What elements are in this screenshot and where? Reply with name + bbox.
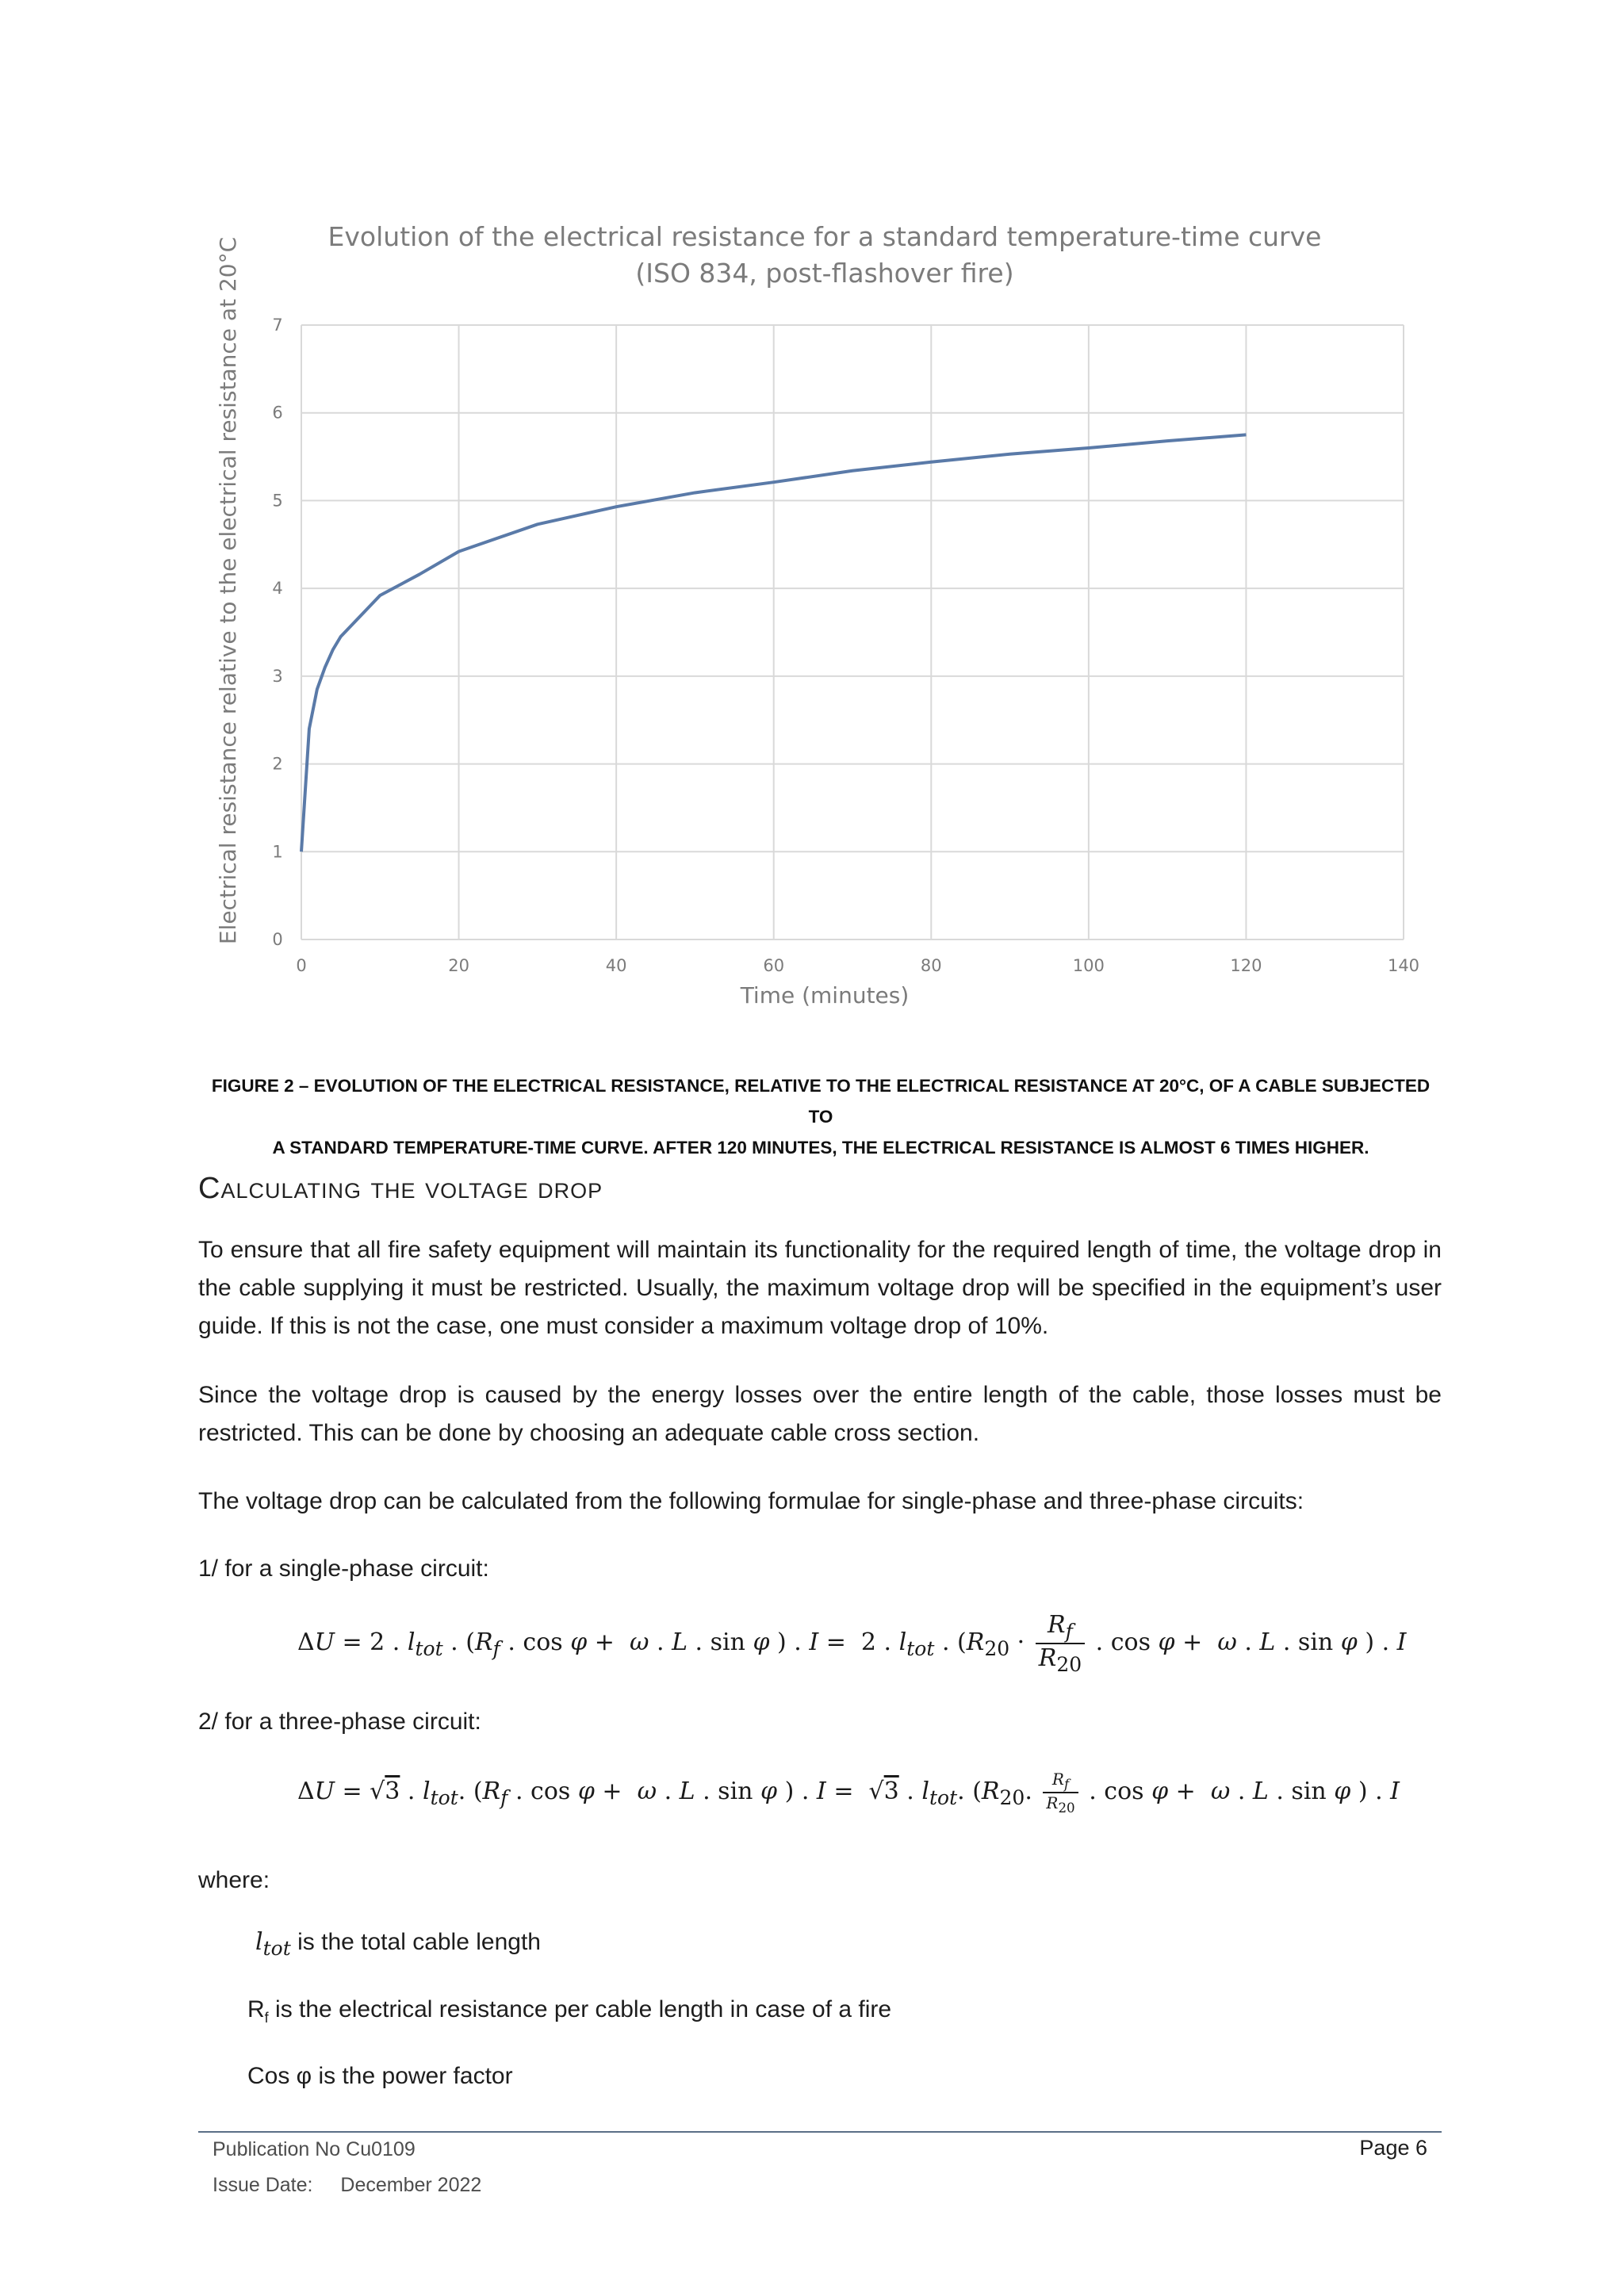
x-tick-label: 80 xyxy=(920,956,942,975)
section-heading: Calculating the voltage drop xyxy=(198,1172,603,1205)
footer-issue-date xyxy=(213,2174,481,2197)
rf-over-r20-fraction: $\frac{R_f}{R_{20}}$ xyxy=(1036,1611,1085,1676)
x-tick-label: 20 xyxy=(448,956,469,975)
footer-page-number: Page 6 xyxy=(1359,2136,1427,2160)
x-tick-label: 60 xyxy=(763,956,785,975)
figure-caption-line-2: A STANDARD TEMPERATURE-TIME CURVE. AFTER 120 MINUTES, THE ELECTRICAL RESISTANCE IS ALMOST 6 TIMES HIGHER. xyxy=(272,1138,1369,1158)
rf-over-r20-fraction-small: $\frac{R_f}{R_{20}}$ xyxy=(1043,1770,1078,1816)
footer-divider xyxy=(198,2131,1442,2133)
y-tick-label: 3 xyxy=(272,666,283,686)
y-tick-label: 0 xyxy=(272,930,283,949)
x-tick-label: 40 xyxy=(605,956,627,975)
x-tick-label: 120 xyxy=(1230,956,1262,975)
y-axis-label: Electrical resistance relative to the electrical resistance at 20°C xyxy=(215,236,241,945)
figure-caption-line-1: FIGURE 2 – EVOLUTION OF THE ELECTRICAL RESISTANCE, RELATIVE TO THE ELECTRICAL RESISTANCE AT 20°C, OF A CABLE SUBJECTED TO xyxy=(211,1076,1431,1127)
footer-issue-label: Issue Date: xyxy=(213,2174,313,2196)
y-tick-label: 6 xyxy=(272,403,283,423)
chart-title-line-1: Evolution of the electrical resistance for a standard temperature-time curve xyxy=(327,221,1322,252)
single-phase-formula: ΔU = 2 . $l_{tot}$ . ($R_f$ . cos φ + ω . L . sin φ ) . I = 2 . $l_{tot}$ . ($R_{20}$ · $\frac{R_f}{R_{20}}$ . cos φ + ω . L . sin φ ) . I xyxy=(297,1611,1407,1676)
footer-issue-value: December 2022 xyxy=(340,2174,482,2196)
definition-ltot-text: is the total cable length xyxy=(297,1929,541,1955)
definition-ltot xyxy=(255,1928,541,1960)
x-tick-label: 0 xyxy=(296,956,307,975)
x-tick-label: 100 xyxy=(1072,956,1105,975)
three-phase-label: 2/ for a three-phase circuit: xyxy=(198,1709,481,1735)
x-tick-label: 140 xyxy=(1387,956,1420,975)
paragraph-energy-losses: Since the voltage drop is caused by the energy losses over the entire length of the cable, those losses must be restricted. This can be done by choosing an adequate cable cross section. xyxy=(198,1382,1442,1446)
chart-grid xyxy=(301,325,1404,939)
y-tick-label: 7 xyxy=(272,316,283,335)
chart-canvas xyxy=(190,206,1443,1031)
definition-rf xyxy=(247,1996,891,2026)
definition-cos-phi: Cos φ is the power factor xyxy=(247,2063,513,2089)
x-axis-label: Time (minutes) xyxy=(740,982,910,1008)
where-label: where: xyxy=(198,1867,270,1893)
ltot-symbol: $l_{tot}$ xyxy=(255,1928,291,1960)
paragraph-formulae-intro: The voltage drop can be calculated from the following formulae for single-phase and three-phase circuits: xyxy=(198,1488,1304,1514)
y-tick-label: 5 xyxy=(272,491,283,511)
single-phase-label: 1/ for a single-phase circuit: xyxy=(198,1556,489,1582)
y-tick-label: 1 xyxy=(272,842,283,862)
figure-caption xyxy=(198,1070,1443,1163)
y-tick-label: 4 xyxy=(272,579,283,599)
chart-ticks xyxy=(272,316,1419,975)
three-phase-formula: ΔU = √3 . $l_{tot}$. ($R_f$ . cos φ + ω . L . sin φ ) . I = √3 . $l_{tot}$. ($R_{20}$. $\frac{R_f}{R_{20}}$ . cos φ + ω . L . sin φ ) . I xyxy=(297,1770,1400,1816)
chart-title-line-2: (ISO 834, post-flashover fire) xyxy=(635,258,1014,289)
rf-symbol: $R_f$ xyxy=(247,1996,269,2026)
y-tick-label: 2 xyxy=(272,754,283,774)
footer-publication: Publication No Cu0109 xyxy=(213,2138,416,2160)
paragraph-functionality: To ensure that all fire safety equipment will maintain its functionality for the required length of time, the voltage drop in the cable supplying it must be restricted. Usually, the maximum voltage drop will be specified in the equipment’s user guide. If this is not the case, one must consider a maximum voltage drop of 10%. xyxy=(198,1237,1442,1339)
definition-rf-text: is the electrical resistance per cable length in case of a fire xyxy=(275,1996,892,2022)
resistance-chart xyxy=(190,206,1443,1031)
